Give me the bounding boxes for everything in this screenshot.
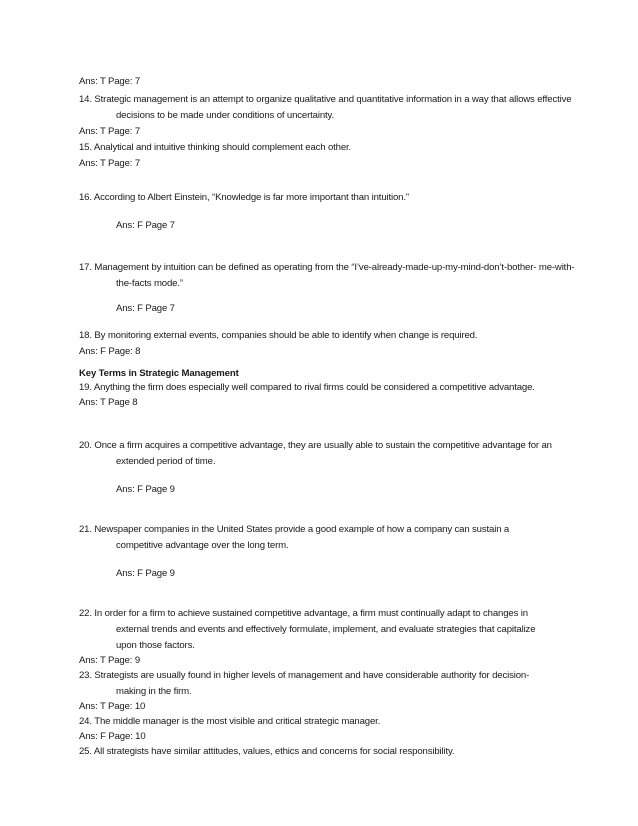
question-20: 20. Once a firm acquires a competitive advantage, they are usually able to sustain the competitive advantage for an: [79, 440, 552, 451]
question-21-cont: competitive advantage over the long term.: [116, 540, 289, 551]
answer-21: Ans: F Page 9: [116, 568, 175, 579]
question-21: 21. Newspaper companies in the United States provide a good example of how a company can sustain a: [79, 524, 510, 535]
question-19: 19. Anything the firm does especially well compared to rival firms could be considered a competitive advantage.: [79, 382, 535, 393]
question-25: 25. All strategists have similar attitudes, values, ethics and concerns for social responsibility.: [79, 746, 455, 757]
question-17-cont: the-facts mode.”: [116, 278, 183, 289]
question-20-cont: extended period of time.: [116, 456, 216, 467]
answer-16: Ans: F Page 7: [116, 220, 175, 231]
answer-15: Ans: T Page: 7: [79, 158, 141, 169]
question-23: 23. Strategists are usually found in higher levels of management and have considerable authority for decision-: [79, 670, 530, 681]
answer-24: Ans: F Page: 10: [79, 731, 146, 742]
question-24: 24. The middle manager is the most visible and critical strategic manager.: [79, 716, 381, 727]
answer-19: Ans: T Page 8: [79, 397, 138, 408]
answer-18: Ans: F Page: 8: [79, 346, 141, 357]
answer-20: Ans: F Page 9: [116, 484, 175, 495]
question-14: 14. Strategic management is an attempt to organize qualitative and quantitative information in a way that allows effective: [79, 94, 572, 105]
question-18: 18. By monitoring external events, companies should be able to identify when change is required.: [79, 330, 478, 341]
question-17: 17. Management by intuition can be defined as operating from the “I’ve-already-made-up-my-mind-don’t-bother- me-with-: [79, 262, 575, 273]
question-16: 16. According to Albert Einstein, “Knowledge is far more important than intuition.”: [79, 192, 409, 203]
answer-23: Ans: T Page: 10: [79, 701, 146, 712]
question-22: 22. In order for a firm to achieve sustained competitive advantage, a firm must continually adapt to changes in: [79, 608, 528, 619]
question-22-cont-2: upon those factors.: [116, 640, 195, 651]
question-14-cont: decisions to be made under conditions of uncertainty.: [116, 110, 334, 121]
answer-14: Ans: T Page: 7: [79, 126, 141, 137]
answer-22: Ans: T Page: 9: [79, 655, 141, 666]
answer-13: Ans: T Page: 7: [79, 76, 141, 87]
question-23-cont: making in the firm.: [116, 686, 192, 697]
question-15: 15. Analytical and intuitive thinking should complement each other.: [79, 142, 352, 153]
section-heading: Key Terms in Strategic Management: [79, 368, 239, 379]
answer-17: Ans: F Page 7: [116, 303, 175, 314]
question-22-cont-1: external trends and events and effectively formulate, implement, and evaluate strategies that capitalize: [116, 624, 536, 635]
